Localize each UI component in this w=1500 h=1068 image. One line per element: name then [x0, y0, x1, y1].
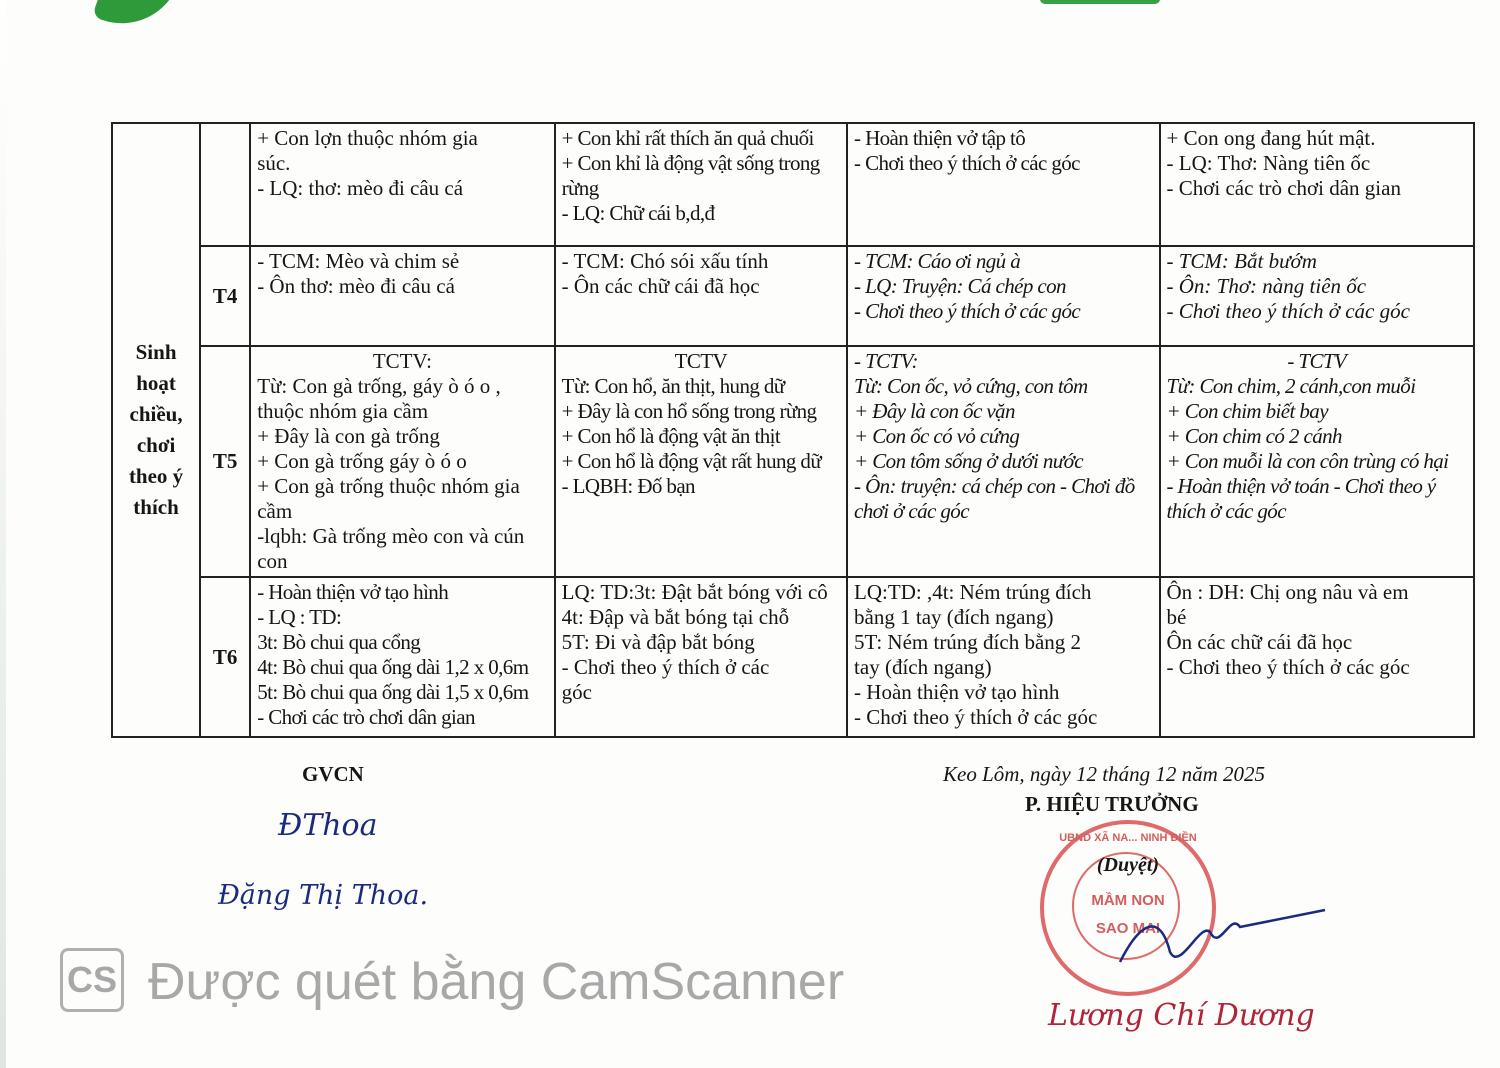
activity-line: + Con gà trống thuộc nhóm gia cầm — [257, 474, 520, 523]
activity-line: Ôn các chữ cái đã học — [1166, 630, 1353, 654]
activity-line: thích ở các góc — [1166, 499, 1286, 523]
activity-line: LQ:TD: ,4t: Ném trúng đích — [854, 580, 1092, 604]
activity-line: bằng 1 tay (đích ngang) — [854, 605, 1054, 629]
activity-line: Từ: Con hổ, ăn thịt, hung dữ — [561, 374, 785, 398]
activity-line: bé — [1166, 605, 1187, 629]
stamp-ring-text: UBND XÃ NA... NINH ĐIỀN — [1059, 832, 1197, 844]
activity-line: + Con chim có 2 cánh — [1166, 424, 1342, 448]
day-cell — [200, 123, 250, 246]
table-row — [112, 246, 1474, 346]
activity-line: + Con muỗi là con côn trùng có hại — [1166, 449, 1449, 473]
session-label-cell — [112, 123, 200, 737]
activity-line: - Ôn thơ: mèo đi câu cá — [257, 274, 455, 298]
activity-line: tay (đích ngang) — [854, 655, 992, 679]
green-leaf-decoration — [92, 0, 178, 40]
activity-line: + Con tôm sống ở dưới nước — [854, 449, 1083, 473]
activity-line: - Chơi theo ý thích ở các góc — [1166, 299, 1410, 323]
table-row — [112, 123, 1474, 246]
activity-cell — [555, 577, 847, 737]
activity-line: 3t: Bò chui qua cổng — [257, 630, 421, 654]
activity-cell — [847, 577, 1159, 737]
activity-line: + Con chim biết bay — [1166, 399, 1328, 423]
activity-line: -lqbh: Gà trống mèo con và cún con — [257, 524, 525, 573]
activity-line: + Con khỉ rất thích ăn quả chuối — [561, 126, 814, 150]
activity-line: + Đây là con gà trống — [257, 424, 440, 448]
activity-cell — [250, 346, 554, 577]
session-label-word: chơi — [136, 433, 176, 457]
activity-cell — [1160, 577, 1475, 737]
activity-line: + Con ong đang hút mật. — [1166, 126, 1376, 150]
day-cell: T6 — [200, 577, 250, 737]
teacher-name: Đặng Thị Thoa. — [218, 880, 429, 911]
activity-line: - Hoàn thiện vở tạo hình — [854, 680, 1060, 704]
activity-cell — [555, 123, 847, 246]
activity-line: Từ: Con chim, 2 cánh,con muỗi — [1166, 374, 1416, 398]
date-line: Keo Lôm, ngày 12 tháng 12 năm 2025 — [943, 762, 1265, 786]
activity-cell — [1160, 123, 1475, 246]
activity-line: + Con khỉ là động vật sống trong — [561, 151, 820, 175]
activity-line: - Chơi theo ý thích ở các góc — [854, 705, 1098, 729]
activity-line: - TCM: Cáo ơi ngủ à — [854, 249, 1021, 273]
activity-cell — [555, 346, 847, 577]
session-label-word: chiều, — [129, 402, 183, 426]
activity-line: + Con lợn thuộc nhóm gia — [257, 126, 478, 150]
activity-cell — [847, 123, 1159, 246]
activity-line: - Hoàn thiện vở toán - Chơi theo ý — [1166, 474, 1436, 498]
activity-line: - LQ: thơ: mèo đi câu cá — [257, 176, 464, 200]
activity-line: Từ: Con ốc, vỏ cứng, con tôm — [854, 374, 1088, 398]
activity-line: + Con gà trống gáy ò ó o — [257, 449, 467, 473]
principal-signature-stroke — [1100, 902, 1330, 982]
activity-line: - LQBH: Đố bạn — [561, 474, 695, 498]
table-row — [112, 577, 1474, 737]
session-label-word: hoạt — [136, 371, 176, 395]
activity-cell — [1160, 246, 1475, 346]
activity-line: - LQ: Truyện: Cá chép con — [854, 274, 1066, 298]
activity-line: súc. — [257, 151, 291, 175]
green-decoration — [1040, 0, 1160, 4]
activity-line: 4t: Bò chui qua ống dài 1,2 x 0,6m — [257, 655, 529, 679]
activity-line: - TCM: Chó sói xấu tính — [561, 249, 769, 273]
activity-line: + Con ốc có vỏ cứng — [854, 424, 1020, 448]
activity-line: - TCM: Bắt bướm — [1166, 249, 1317, 273]
activity-line: - Chơi theo ý thích ở các — [561, 655, 770, 679]
activity-line: - Ôn các chữ cái đã học — [561, 274, 760, 298]
day-cell: T5 — [200, 346, 250, 577]
camscanner-logo: CS — [60, 948, 124, 1012]
activity-line: - Chơi theo ý thích ở các góc — [854, 299, 1081, 323]
activity-line: - Chơi theo ý thích ở các góc — [854, 151, 1080, 175]
activity-line: Từ: Con gà trống, gáy ò ó o , — [257, 374, 501, 398]
activity-line: - TCTV — [1287, 349, 1347, 373]
principal-name: Lương Chí Dương — [1048, 998, 1315, 1033]
document-footer — [0, 762, 1500, 1068]
approve-label: (Duyệt) — [1096, 854, 1160, 876]
activity-line: + Đây là con hổ sống trong rừng — [561, 399, 817, 423]
activity-line: - TCTV: — [854, 349, 918, 373]
principal-title: P. HIỆU TRƯỞNG — [1025, 792, 1199, 816]
activity-cell — [250, 246, 554, 346]
activity-line: - TCM: Mèo và chim sẻ — [257, 249, 460, 273]
session-label-word: theo ý — [128, 464, 184, 488]
activity-cell — [555, 246, 847, 346]
activity-line: 5T: Ném trúng đích bằng 2 — [854, 630, 1082, 654]
activity-line: rừng — [561, 176, 599, 200]
activity-cell — [847, 346, 1159, 577]
activity-line: góc — [561, 680, 592, 704]
day-cell: T4 — [200, 246, 250, 346]
activity-line: + Con hổ là động vật rất hung dữ — [561, 449, 822, 473]
activity-line: chơi ở các góc — [854, 499, 969, 523]
activity-line: 5t: Bò chui qua ống dài 1,5 x 0,6m — [257, 680, 529, 704]
activity-line: + Con hổ là động vật ăn thịt — [561, 424, 781, 448]
activity-cell — [250, 123, 554, 246]
activity-cell — [1160, 346, 1475, 577]
activity-line: thuộc nhóm gia cầm — [257, 399, 429, 423]
session-label-word: thích — [133, 495, 179, 519]
activity-line: - Hoàn thiện vở tạo hình — [257, 580, 449, 604]
teacher-signature: ĐThoa — [278, 808, 378, 843]
activity-line: - Ôn: Thơ: nàng tiên ốc — [1166, 274, 1367, 298]
stamp-line-2: SAO MAI — [1095, 920, 1161, 937]
activity-line: 5T: Đi và đập bắt bóng — [561, 630, 755, 654]
activity-cell — [847, 246, 1159, 346]
activity-line: - Ôn: truyện: cá chép con - Chơi đồ — [854, 474, 1135, 498]
teacher-title: GVCN — [302, 762, 364, 786]
activity-cell — [250, 577, 554, 737]
activity-line: + Đây là con ốc vặn — [854, 399, 1015, 423]
activity-line: TCTV: — [372, 349, 432, 373]
session-label-word: Sinh — [135, 340, 177, 364]
activity-line: - LQ: Thơ: Nàng tiên ốc — [1166, 151, 1371, 175]
camscanner-watermark: Được quét bằng CamScanner — [148, 953, 845, 1011]
activity-line: Ôn : DH: Chị ong nâu và em — [1166, 580, 1409, 604]
activity-line: - LQ: Chữ cái b,d,đ — [561, 201, 715, 225]
stamp-line-1: MẦM NON — [1091, 892, 1165, 909]
activity-line: - Chơi các trò chơi dân gian — [257, 705, 475, 729]
activity-line: - LQ : TD: — [257, 605, 342, 629]
table-row — [112, 346, 1474, 577]
activity-line: TCTV — [674, 349, 728, 373]
activity-line: - Chơi theo ý thích ở các góc — [1166, 655, 1410, 679]
schedule-table — [111, 122, 1475, 738]
activity-line: LQ: TD:3t: Đật bắt bóng với cô — [561, 580, 828, 604]
activity-line: 4t: Đập và bắt bóng tại chỗ — [561, 605, 790, 629]
activity-line: - Hoàn thiện vở tập tô — [854, 126, 1026, 150]
activity-line: - Chơi các trò chơi dân gian — [1166, 176, 1401, 200]
